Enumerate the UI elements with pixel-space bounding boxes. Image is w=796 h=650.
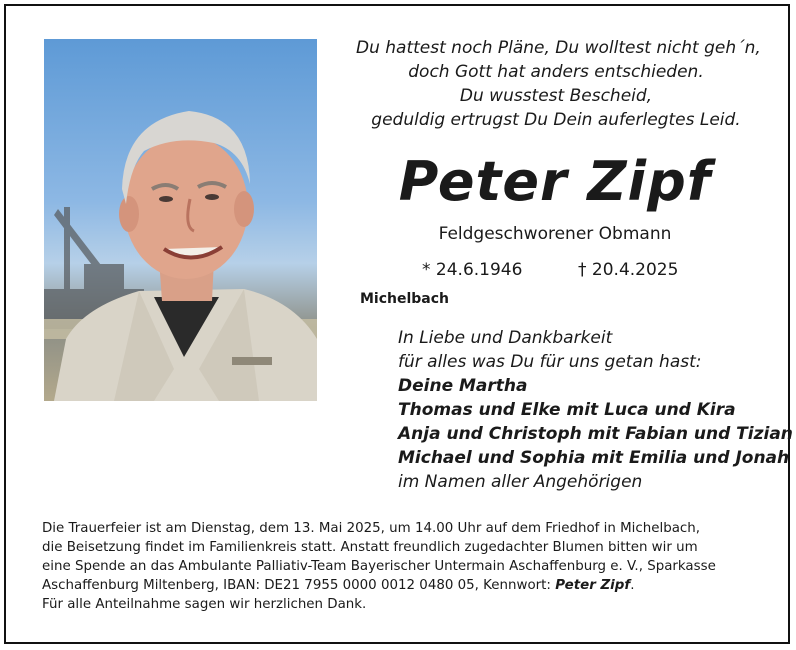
mourner-name: Michael und Sophia mit Emilia und Jonah (398, 448, 790, 468)
notice-line: Die Trauerfeier ist am Dienstag, dem 13. Mai 2025, um 14.00 Uhr auf dem Friedhof in Michelbach, (42, 521, 701, 536)
poem (356, 36, 761, 132)
birth-date: * 24.6.1946 (422, 260, 523, 280)
mourner-name: Deine Martha (398, 376, 528, 396)
mourners-list (398, 326, 793, 494)
funeral-notice (42, 519, 772, 614)
notice-line: Für alle Anteilnahme sagen wir herzlichen Dank. (42, 597, 367, 612)
notice-punctuation: . (630, 578, 635, 593)
notice-line: die Beisetzung findet im Familienkreis statt. Anstatt freundlich zugedachter Blumen bitten wir um (42, 540, 698, 555)
death-date: † 20.4.2025 (578, 260, 679, 280)
mourners-intro: In Liebe und Dankbarkeit (398, 328, 613, 348)
notice-bank-text: Aschaffenburg Miltenberg, IBAN: DE21 7955 0000 0012 0480 05, Kennwort: (42, 578, 556, 593)
deceased-title: Feldgeschworener Obmann (438, 224, 672, 244)
notice-line (42, 576, 772, 595)
portrait-illustration (44, 39, 317, 401)
mourner-name: Thomas und Elke mit Luca und Kira (398, 400, 736, 420)
mourner-name: Anja und Christoph mit Fabian und Tizian (398, 424, 793, 444)
mourners-intro: für alles was Du für uns getan hast: (398, 352, 702, 372)
poem-line: Du wusstest Bescheid, (459, 86, 653, 106)
poem-line: Du hattest noch Pläne, Du wolltest nicht geh´n, (356, 38, 761, 58)
deceased-name: Peter Zipf (398, 150, 712, 213)
notice-keyword: Peter Zipf (555, 578, 631, 593)
poem-line: doch Gott hat anders entschieden. (408, 62, 704, 82)
portrait-photo (44, 39, 317, 401)
poem-line: geduldig ertrugst Du Dein auferlegtes Leid. (371, 110, 741, 130)
notice-line: eine Spende an das Ambulante Palliativ-Team Bayerischer Untermain Aschaffenburg e. V., Sparkasse (42, 559, 716, 574)
mourners-outro: im Namen aller Angehörigen (398, 472, 643, 492)
place-name: Michelbach (360, 291, 450, 307)
